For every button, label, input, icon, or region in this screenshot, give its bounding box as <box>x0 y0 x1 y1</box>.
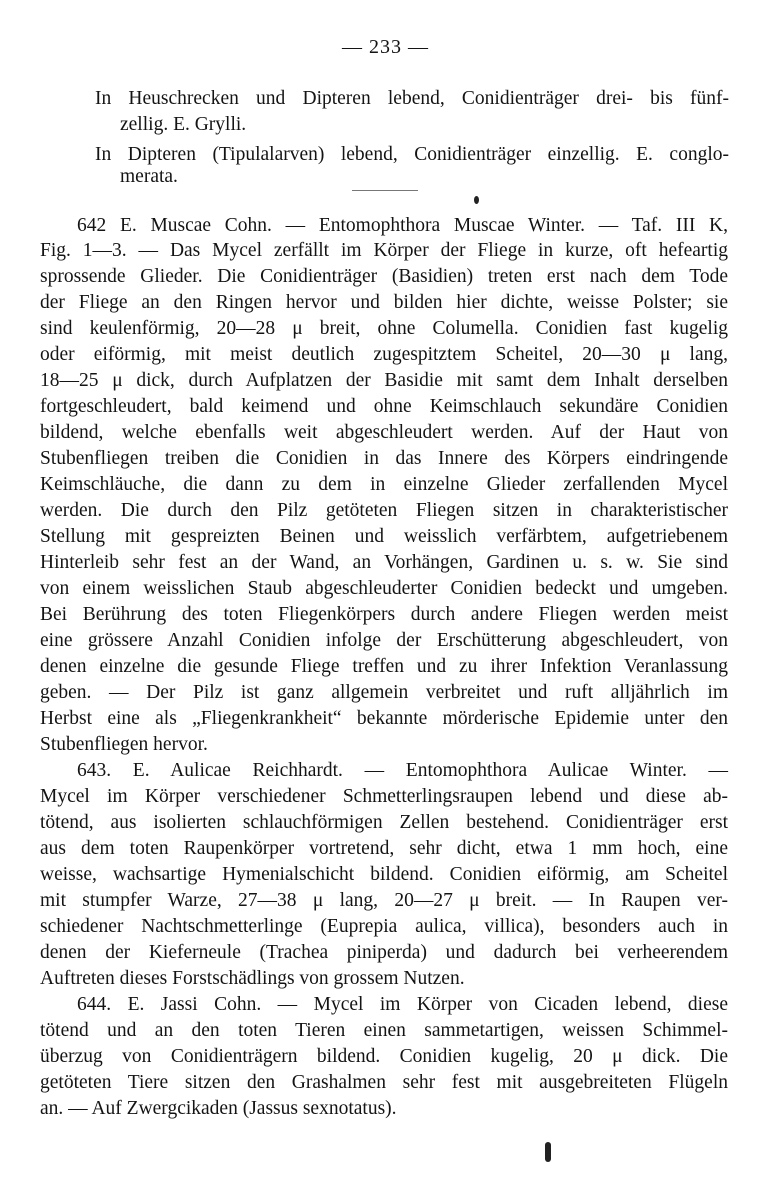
text-line: 642 E. Muscae Cohn. — Entomophthora Muscae Winter. — Taf. III K, <box>77 215 728 236</box>
text-line: tötend, aus isolierten schlauchförmigen Zellen bestehend. Conidienträger erst <box>40 812 728 833</box>
text-line: von einem weisslichen Staub abgeschleuderter Conidien bedeckt und umgeben. <box>40 578 728 599</box>
text-line: Stellung mit gespreizten Beinen und weisslich verfärbtem, aufgetriebenem <box>40 526 728 547</box>
text-line: denen der Kieferneule (Trachea piniperda) und dadurch bei verheerendem <box>40 942 728 963</box>
text-line: geben. — Der Pilz ist ganz allgemein verbreitet und ruft alljährlich im <box>40 682 728 703</box>
text-line: 643. E. Aulicae Reichhardt. — Entomophthora Aulicae Winter. — <box>77 760 728 781</box>
section-divider <box>352 190 418 191</box>
text-line: Mycel im Körper verschiedener Schmetterlingsraupen lebend und diese ab- <box>40 786 728 807</box>
text-line: Herbst eine als „Fliegenkrankheit“ bekannte mörderische Epidemie unter den <box>40 708 728 729</box>
text-line: Auftreten dieses Forstschädlings von grossem Nutzen. <box>40 968 465 989</box>
ink-speck <box>474 196 479 204</box>
text-line: In Heuschrecken und Dipteren lebend, Conidienträger drei- bis fünf- <box>95 88 729 109</box>
page-number: — 233 — <box>342 36 429 58</box>
text-line: mit stumpfer Warze, 27—38 μ lang, 20—27 μ breit. — In Raupen ver- <box>40 890 728 911</box>
text-line: aus dem toten Raupenkörper vortretend, sehr dicht, etwa 1 mm hoch, eine <box>40 838 728 859</box>
text-line: denen einzelne die gesunde Fliege treffen und zu ihrer Infektion Veranlassung <box>40 656 728 677</box>
text-line: Bei Berührung des toten Fliegenkörpers durch andere Fliegen werden meist <box>40 604 728 625</box>
text-line: schiedener Nachtschmetterlinge (Euprepia aulica, villica), besonders auch in <box>40 916 728 937</box>
text-line: getöteten Tiere sitzen den Grashalmen sehr fest mit ausgebreiteten Flügeln <box>40 1072 728 1093</box>
text-line: 18—25 μ dick, durch Aufplatzen der Basidie mit samt dem Inhalt derselben <box>40 370 728 391</box>
text-line: zellig. E. Grylli. <box>120 114 247 135</box>
text-line: Stubenfliegen hervor. <box>40 734 208 755</box>
text-line: tötend und an den toten Tieren einen sammetartigen, weissen Schimmel- <box>40 1020 728 1041</box>
text-line: Stubenfliegen treiben die Conidien in das Innere des Körpers eindringende <box>40 448 728 469</box>
text-line: oder eiförmig, mit meist deutlich zugespitztem Scheitel, 20—30 μ lang, <box>40 344 728 365</box>
text-line: In Dipteren (Tipulalarven) lebend, Conidienträger einzellig. E. conglo- <box>95 144 729 165</box>
text-line: weisse, wachsartige Hymenialschicht bildend. Conidien eiförmig, am Scheitel <box>40 864 728 885</box>
text-line: werden. Die durch den Pilz getöteten Fliegen sitzen in charakteristischer <box>40 500 728 521</box>
text-line: 644. E. Jassi Cohn. — Mycel im Körper von Cicaden lebend, diese <box>77 994 728 1015</box>
text-line: Keimschläuche, die dann zu dem in einzelne Glieder zerfallenden Mycel <box>40 474 728 495</box>
text-line: der Fliege an den Ringen hervor und bilden hier dichte, weisse Polster; sie <box>40 292 728 313</box>
text-line: sind keulenförmig, 20—28 μ breit, ohne Columella. Conidien fast kugelig <box>40 318 728 339</box>
text-line: bildend, welche ebenfalls weit abgeschleudert werden. Auf der Haut von <box>40 422 728 443</box>
ink-speck <box>545 1142 551 1162</box>
text-line: Fig. 1—3. — Das Mycel zerfällt im Körper der Fliege in kurze, oft hefeartig <box>40 240 728 261</box>
text-line: überzug von Conidienträgern bildend. Conidien kugelig, 20 μ dick. Die <box>40 1046 728 1067</box>
text-line: Hinterleib sehr fest an der Wand, an Vorhängen, Gardinen u. s. w. Sie sind <box>40 552 728 573</box>
text-line: eine grössere Anzahl Conidien infolge der Erschütterung abgeschleudert, von <box>40 630 728 651</box>
text-line: sprossende Glieder. Die Conidienträger (Basidien) treten erst nach dem Tode <box>40 266 728 287</box>
text-line: merata. <box>120 166 178 187</box>
text-line: an. — Auf Zwergcikaden (Jassus sexnotatus). <box>40 1098 397 1119</box>
text-line: fortgeschleudert, bald keimend und ohne Keimschlauch sekundäre Conidien <box>40 396 728 417</box>
